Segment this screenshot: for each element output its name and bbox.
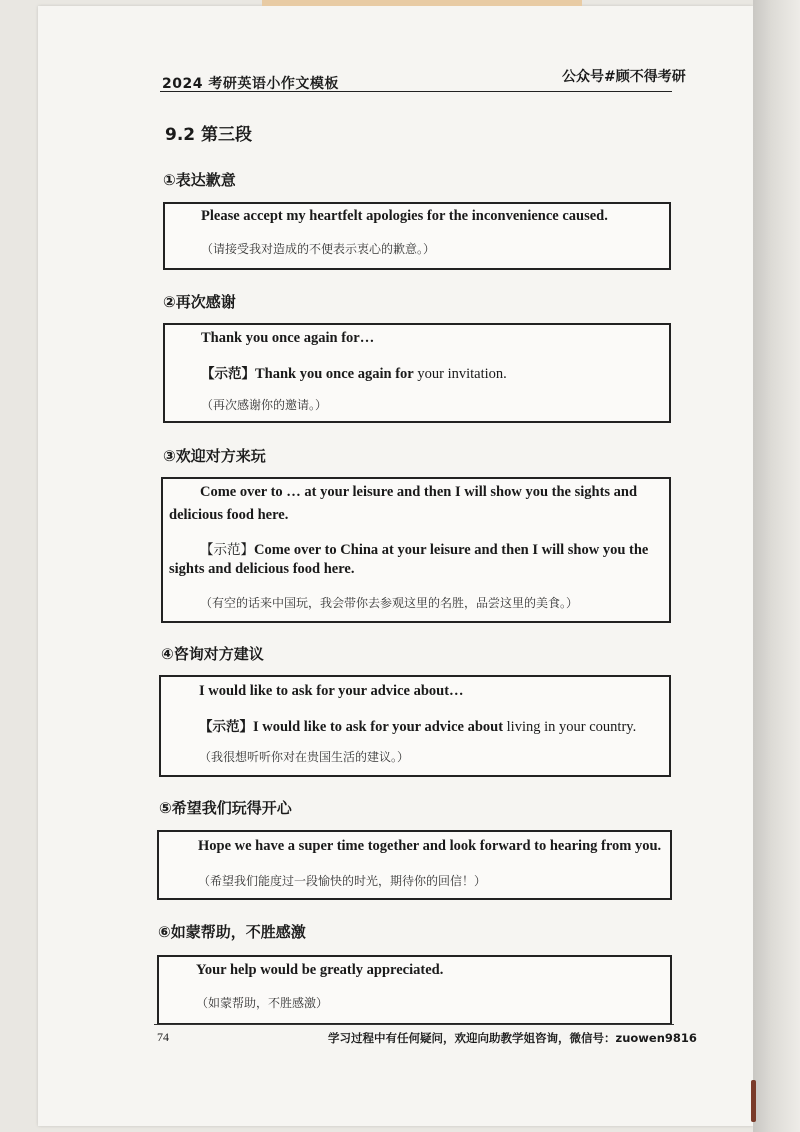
example-sentence [199, 715, 636, 736]
tape-strip [262, 0, 582, 6]
heading-thanks: ②再次感谢 [163, 293, 236, 311]
book-edge [753, 0, 800, 1132]
translation: （请接受我对造成的不便表示衷心的歉意。） [201, 242, 436, 256]
book-binding [751, 1080, 756, 1122]
heading-advice: ④咨询对方建议 [161, 645, 264, 663]
header-account: 公众号#顾不得考研 [562, 69, 686, 85]
template-box-help [157, 955, 672, 1025]
header-divider [160, 91, 672, 92]
heading-wish: ⑤希望我们玩得开心 [159, 799, 292, 817]
footer-divider [154, 1024, 674, 1025]
template-box-apology [163, 202, 671, 270]
template-box-wish [157, 830, 672, 900]
footer-contact: 学习过程中有任何疑问，欢迎向助教学姐咨询，微信号：zuowen9816 [328, 1031, 697, 1045]
template-sentence-cont: delicious food here. [169, 507, 289, 523]
translation: （我很想听听你对在贵国生活的建议。） [199, 750, 410, 764]
page-number: 74 [157, 1030, 169, 1044]
template-sentence: Come over to … at your leisure and then I will show you the sights and [200, 484, 638, 500]
heading-help: ⑥如蒙帮助，不胜感激 [158, 923, 306, 941]
template-sentence: I would like to ask for your advice about… [199, 683, 464, 699]
example-bold: Thank you once again for [255, 366, 414, 382]
translation: （希望我们能度过一段愉快的时光，期待你的回信！） [198, 874, 487, 888]
example-bold: I would like to ask for your advice about [253, 719, 504, 735]
example-tag: 【示范】 [201, 366, 255, 382]
example-tag: 【示范】 [200, 542, 254, 558]
template-box-thanks [163, 323, 671, 423]
translation: （再次感谢你的邀请。） [201, 398, 328, 412]
translation: （如蒙帮助，不胜感激） [196, 996, 329, 1010]
example-rest: your invitation. [413, 366, 507, 382]
example-sentence [200, 538, 648, 559]
template-sentence: Your help would be greatly appreciated. [196, 962, 444, 978]
example-sentence-cont: sights and delicious food here. [169, 561, 355, 577]
template-sentence: Please accept my heartfelt apologies for the inconvenience caused. [201, 208, 608, 224]
template-box-advice [159, 675, 671, 777]
translation: （有空的话来中国玩，我会带你去参观这里的名胜，品尝这里的美食。） [200, 596, 579, 610]
heading-invite: ③欢迎对方来玩 [163, 447, 266, 465]
template-box-invite [161, 477, 671, 623]
header-book-title: 2024 考研英语小作文模板 [162, 76, 339, 92]
section-title: 9.2 第三段 [165, 125, 253, 145]
example-line-1: Come over to China at your leisure and then I will show you the [254, 542, 649, 558]
example-sentence [201, 362, 507, 383]
heading-apology: ①表达歉意 [163, 171, 236, 189]
template-sentence: Hope we have a super time together and look forward to hearing from you. [198, 838, 662, 854]
example-rest: living in your country. [503, 719, 637, 735]
template-sentence: Thank you once again for… [201, 330, 375, 346]
example-tag: 【示范】 [199, 719, 253, 735]
